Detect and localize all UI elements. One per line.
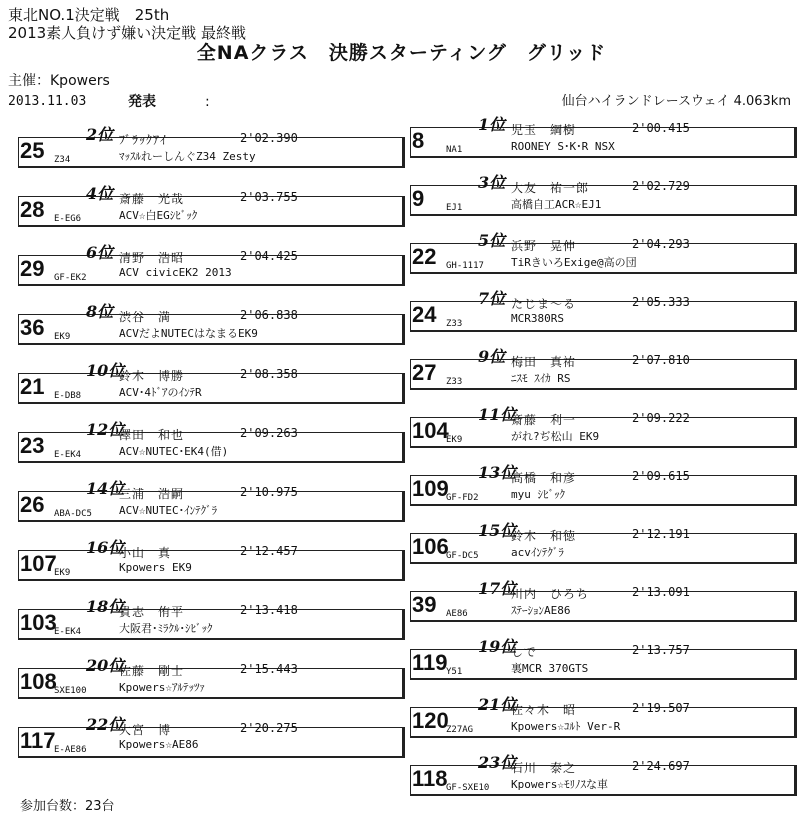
grid-slot: [18, 242, 408, 288]
lap-time: 2'00.415: [632, 121, 690, 135]
vehicle-class: Z34: [54, 155, 71, 165]
announce-colon: :: [205, 94, 210, 110]
vehicle-class: E-DB8: [54, 391, 82, 401]
grid-slot: [410, 404, 800, 450]
driver-name: 浜野 晃伸: [511, 239, 577, 253]
qualifying-position: 6位: [86, 243, 114, 262]
car-number: 39: [412, 592, 437, 617]
qualifying-position: 21位: [478, 695, 517, 714]
driver-name: 川内 ひろち: [511, 587, 590, 601]
qualifying-position: 3位: [478, 173, 506, 192]
car-number: 24: [412, 302, 437, 327]
car-name: MCR380RS: [511, 312, 564, 325]
car-name: ACVだよNUTECはなまるEK9: [119, 327, 258, 340]
car-name: ACV☆NUTEC･ｲﾝﾃｸﾞﾗ: [119, 504, 218, 517]
car-name: 高橋自工ACR☆EJ1: [511, 198, 602, 211]
car-name: 裏MCR 370GTS: [511, 662, 589, 675]
car-number: 28: [20, 197, 45, 222]
qualifying-position: 19位: [478, 637, 517, 656]
lap-time: 2'13.091: [632, 585, 690, 599]
grid-slot: [410, 694, 800, 740]
car-number: 107: [20, 551, 57, 576]
grid-slot: [18, 124, 408, 170]
vehicle-class: E-EK4: [54, 450, 82, 460]
circuit-info: 仙台ハイランドレースウェイ 4.063km: [561, 94, 791, 109]
car-name: Kpowers☆AE86: [119, 738, 199, 751]
grid-slot: [18, 183, 408, 229]
lap-time: 2'02.729: [632, 179, 690, 193]
car-name: 大阪君･ﾐﾗｸﾙ･ｼﾋﾞｯｸ: [119, 622, 213, 635]
grid-slot: [410, 114, 800, 160]
car-number: 27: [412, 360, 437, 385]
car-number: 29: [20, 256, 45, 281]
car-name: ACV･4ﾄﾞｱのｲﾝﾃR: [119, 386, 202, 399]
grid-slot: [410, 462, 800, 508]
car-number: 26: [20, 492, 45, 517]
event-date: 2013.11.03: [8, 94, 87, 109]
driver-name: たじま～る: [511, 297, 577, 311]
car-name: ACV☆白EGｼﾋﾞｯｸ: [119, 209, 198, 222]
qualifying-position: 9位: [478, 347, 506, 366]
vehicle-class: EK9: [446, 435, 463, 445]
qualifying-position: 11位: [478, 405, 517, 424]
car-number: 119: [412, 650, 448, 675]
lap-time: 2'04.293: [632, 237, 690, 251]
driver-name: 清野 浩昭: [119, 251, 185, 265]
lap-time: 2'12.457: [240, 544, 298, 558]
grid-slot: [410, 752, 800, 798]
car-name: がれ?ぢ松山 EK9: [511, 430, 600, 443]
driver-name: しで: [511, 645, 538, 659]
organizer: 主催：Kpowers: [8, 73, 110, 89]
vehicle-class: GF-FD2: [446, 493, 479, 503]
qualifying-position: 12位: [86, 420, 125, 439]
qualifying-position: 4位: [86, 184, 114, 203]
vehicle-class: GF-DC5: [446, 551, 479, 561]
grid-slot: [410, 172, 800, 218]
car-number: 106: [412, 534, 449, 559]
car-number: 22: [412, 244, 437, 269]
vehicle-class: SXE100: [54, 686, 87, 696]
car-number: 120: [412, 708, 449, 733]
driver-name: 澤田 和也: [119, 428, 185, 442]
grid-slot: [410, 636, 800, 682]
event-title: 2013素人負けず嫌い決定戦 最終戦: [8, 24, 246, 42]
driver-name: ﾌﾞﾗｯｸｱｲ: [119, 133, 168, 147]
page-title: 全NAクラス 決勝スターティング グリッド: [196, 42, 607, 64]
vehicle-class: E-EK4: [54, 627, 82, 637]
car-number: 25: [20, 138, 45, 163]
lap-time: 2'09.263: [240, 426, 298, 440]
grid-slot: [18, 655, 408, 701]
grid-slot: [410, 288, 800, 334]
driver-name: 大宮 博: [119, 723, 172, 737]
qualifying-position: 14位: [86, 479, 125, 498]
vehicle-class: E-EG6: [54, 214, 82, 224]
driver-name: 佐々木 昭: [511, 703, 577, 717]
lap-time: 2'19.507: [632, 701, 690, 715]
car-name: ACV☆NUTEC･EK4(借): [119, 445, 229, 458]
driver-name: 鈴木 博勝: [119, 369, 185, 383]
vehicle-class: EK9: [54, 332, 71, 342]
qualifying-position: 16位: [86, 538, 125, 557]
vehicle-class: ABA-DC5: [54, 509, 92, 519]
driver-name: 渋谷 満: [119, 310, 172, 324]
lap-time: 2'24.697: [632, 759, 690, 773]
car-number: 104: [412, 418, 449, 443]
lap-time: 2'03.755: [240, 190, 298, 204]
lap-time: 2'07.810: [632, 353, 690, 367]
vehicle-class: Z33: [446, 377, 463, 387]
car-name: ｽﾃｰｼｮﾝAE86: [511, 604, 571, 617]
qualifying-position: 5位: [478, 231, 506, 250]
driver-name: 斎藤 利一: [511, 413, 577, 427]
driver-name: 大友 祐一郎: [511, 181, 590, 195]
driver-name: 児玉 綱樹: [511, 123, 577, 137]
car-number: 36: [20, 315, 45, 340]
vehicle-class: Z27AG: [446, 725, 474, 735]
grid-slot: [18, 714, 408, 760]
qualifying-position: 10位: [86, 361, 125, 380]
grid-slot: [18, 478, 408, 524]
lap-time: 2'12.191: [632, 527, 690, 541]
qualifying-position: 22位: [86, 715, 125, 734]
driver-name: 石川 泰之: [511, 761, 577, 775]
lap-time: 2'02.390: [240, 131, 298, 145]
vehicle-class: EK9: [54, 568, 71, 578]
vehicle-class: GF-EK2: [54, 273, 87, 283]
car-name: ﾏｯｽﾙれーしんぐZ34 Zesty: [119, 150, 256, 163]
driver-name: 斎藤 光哉: [119, 192, 185, 206]
qualifying-position: 17位: [478, 579, 517, 598]
driver-name: 三浦 浩嗣: [119, 487, 185, 501]
car-number: 9: [412, 186, 425, 211]
car-name: ACV civicEK2 2013: [119, 266, 232, 279]
vehicle-class: NA1: [446, 145, 463, 155]
vehicle-class: Z33: [446, 319, 463, 329]
lap-time: 2'15.443: [240, 662, 298, 676]
grid-slot: [18, 419, 408, 465]
lap-time: 2'06.838: [240, 308, 298, 322]
lap-time: 2'20.275: [240, 721, 298, 735]
lap-time: 2'10.975: [240, 485, 298, 499]
qualifying-position: 18位: [86, 597, 125, 616]
qualifying-position: 1位: [478, 115, 506, 134]
lap-time: 2'04.425: [240, 249, 298, 263]
car-name: ﾆｽﾓ ｽｲｶ RS: [511, 372, 571, 385]
grid-slot: [410, 346, 800, 392]
grid-slot: [410, 230, 800, 276]
participant-count: 参加台数：23台: [20, 799, 115, 814]
qualifying-position: 20位: [86, 656, 125, 675]
qualifying-position: 2位: [86, 125, 114, 144]
car-name: Kpowers☆ﾓﾘﾉｽな車: [511, 778, 608, 791]
car-name: Kpowers☆ｱﾙﾃｯﾂｧ: [119, 681, 205, 694]
announce-label: 発表: [128, 94, 156, 110]
grid-slot: [410, 578, 800, 624]
car-number: 118: [412, 766, 448, 791]
qualifying-position: 23位: [478, 753, 517, 772]
vehicle-class: GF-SXE10: [446, 783, 490, 793]
lap-time: 2'09.222: [632, 411, 690, 425]
lap-time: 2'13.757: [632, 643, 690, 657]
qualifying-position: 13位: [478, 463, 517, 482]
car-number: 23: [20, 433, 45, 458]
car-name: ROONEY S･K･R NSX: [511, 140, 615, 153]
driver-name: 佐藤 剛士: [119, 664, 185, 678]
car-name: Kpowers EK9: [119, 561, 192, 574]
qualifying-position: 15位: [478, 521, 517, 540]
series-title: 東北NO.1決定戦 25th: [8, 6, 170, 24]
driver-name: 貴志 侑平: [119, 605, 185, 619]
driver-name: 小山 真: [119, 546, 172, 560]
vehicle-class: AE86: [446, 609, 468, 619]
car-number: 103: [20, 610, 57, 635]
car-name: TiRきいろExige@高の団: [511, 256, 637, 269]
car-number: 8: [412, 128, 425, 153]
car-name: acvｲﾝﾃｸﾞﾗ: [511, 546, 564, 559]
qualifying-position: 7位: [478, 289, 506, 308]
driver-name: 高橋 和彦: [511, 471, 577, 485]
car-number: 21: [20, 374, 45, 399]
driver-name: 鈴木 和徳: [511, 529, 577, 543]
grid-slot: [18, 301, 408, 347]
grid-slot: [18, 537, 408, 583]
grid-slot: [410, 520, 800, 566]
car-name: Kpowers☆ｺﾙﾄ Ver-R: [511, 720, 621, 733]
vehicle-class: Y51: [446, 667, 463, 677]
car-number: 109: [412, 476, 449, 501]
grid-slot: [18, 596, 408, 642]
vehicle-class: EJ1: [446, 203, 463, 213]
lap-time: 2'08.358: [240, 367, 298, 381]
car-number: 117: [20, 728, 56, 753]
lap-time: 2'09.615: [632, 469, 690, 483]
car-name: myu ｼﾋﾞｯｸ: [511, 488, 565, 501]
vehicle-class: GH-1117: [446, 261, 484, 271]
vehicle-class: E-AE86: [54, 745, 87, 755]
qualifying-position: 8位: [86, 302, 114, 321]
lap-time: 2'13.418: [240, 603, 298, 617]
driver-name: 梅田 真祐: [511, 355, 577, 369]
grid-slot: [18, 360, 408, 406]
car-number: 108: [20, 669, 57, 694]
lap-time: 2'05.333: [632, 295, 690, 309]
